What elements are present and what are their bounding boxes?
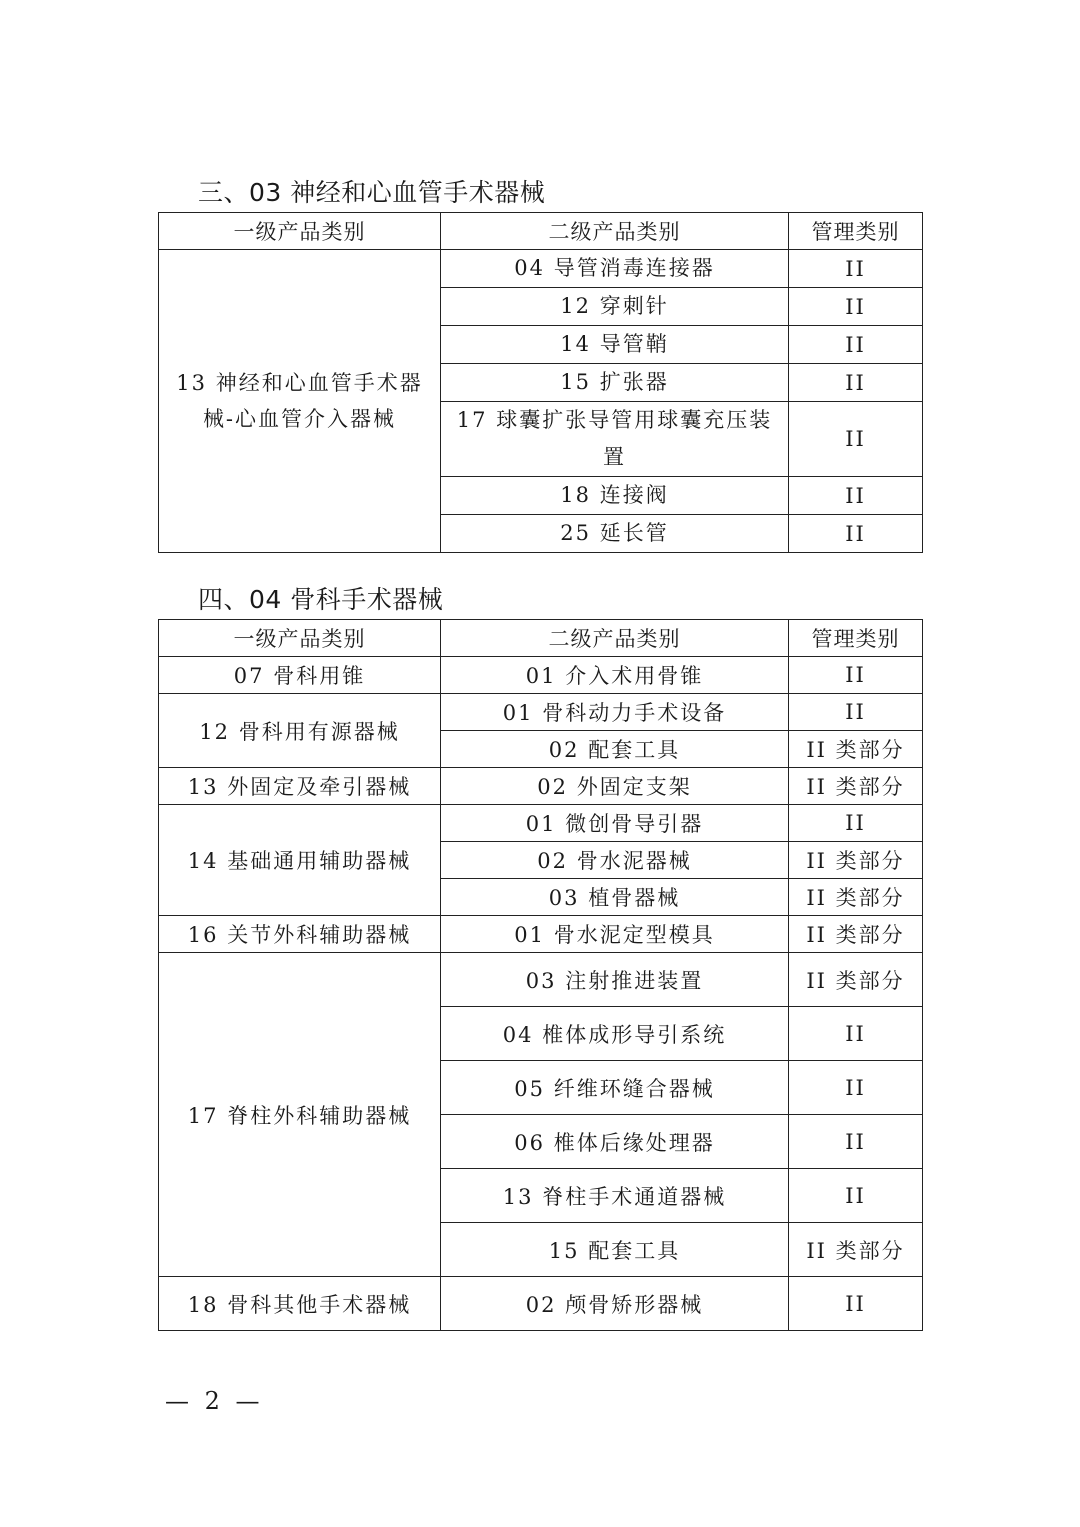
primary-category-cell: 12 骨科用有源器械 bbox=[159, 694, 441, 768]
secondary-category-cell: 01 微创骨导引器 bbox=[441, 805, 789, 842]
management-class-cell: II 类部分 bbox=[789, 916, 923, 953]
secondary-category-cell: 15 配套工具 bbox=[441, 1223, 789, 1277]
table-row bbox=[159, 250, 923, 288]
management-class-cell: II 类部分 bbox=[789, 768, 923, 805]
header-secondary-category: 二级产品类别 bbox=[441, 213, 789, 250]
header-primary-category: 一级产品类别 bbox=[159, 620, 441, 657]
section-4-title: 四、04 骨科手术器械 bbox=[198, 585, 444, 614]
management-class-cell: II bbox=[789, 805, 923, 842]
management-class-cell: II 类部分 bbox=[789, 1223, 923, 1277]
management-class-cell: II 类部分 bbox=[789, 731, 923, 768]
page-number: — 2 — bbox=[165, 1387, 264, 1415]
secondary-category-cell: 06 椎体后缘处理器 bbox=[441, 1115, 789, 1169]
management-class-cell: II bbox=[789, 657, 923, 694]
primary-category-cell: 13 神经和心血管手术器械-心血管介入器械 bbox=[159, 250, 441, 553]
management-class-cell: II bbox=[789, 250, 923, 288]
secondary-category-cell: 01 介入术用骨锥 bbox=[441, 657, 789, 694]
primary-category-cell: 07 骨科用锥 bbox=[159, 657, 441, 694]
header-secondary-category: 二级产品类别 bbox=[441, 620, 789, 657]
secondary-category-cell: 12 穿刺针 bbox=[441, 288, 789, 326]
primary-category-cell: 17 脊柱外科辅助器械 bbox=[159, 953, 441, 1277]
management-class-cell: II bbox=[789, 364, 923, 402]
management-class-cell: II 类部分 bbox=[789, 953, 923, 1007]
management-class-cell: II bbox=[789, 402, 923, 477]
header-primary-category: 一级产品类别 bbox=[159, 213, 441, 250]
secondary-category-cell: 01 骨科动力手术设备 bbox=[441, 694, 789, 731]
secondary-category-cell: 18 连接阀 bbox=[441, 477, 789, 515]
primary-category-cell: 16 关节外科辅助器械 bbox=[159, 916, 441, 953]
table-row bbox=[159, 953, 923, 1007]
secondary-category-cell: 13 脊柱手术通道器械 bbox=[441, 1169, 789, 1223]
management-class-cell: II bbox=[789, 1061, 923, 1115]
secondary-category-cell: 04 导管消毒连接器 bbox=[441, 250, 789, 288]
table-header-row bbox=[159, 620, 923, 657]
secondary-category-cell: 02 骨水泥器械 bbox=[441, 842, 789, 879]
primary-category-cell: 13 外固定及牵引器械 bbox=[159, 768, 441, 805]
management-class-cell: II bbox=[789, 694, 923, 731]
management-class-cell: II bbox=[789, 288, 923, 326]
management-class-cell: II bbox=[789, 477, 923, 515]
primary-category-cell: 18 骨科其他手术器械 bbox=[159, 1277, 441, 1331]
table-row bbox=[159, 916, 923, 953]
management-class-cell: II bbox=[789, 326, 923, 364]
section-3-title: 三、03 神经和心血管手术器械 bbox=[198, 178, 546, 207]
header-management-class: 管理类别 bbox=[789, 213, 923, 250]
management-class-cell: II 类部分 bbox=[789, 879, 923, 916]
secondary-category-cell: 15 扩张器 bbox=[441, 364, 789, 402]
secondary-category-cell: 02 外固定支架 bbox=[441, 768, 789, 805]
management-class-cell: II bbox=[789, 515, 923, 553]
management-class-cell: II bbox=[789, 1277, 923, 1331]
secondary-category-cell: 05 纤维环缝合器械 bbox=[441, 1061, 789, 1115]
secondary-category-cell: 04 椎体成形导引系统 bbox=[441, 1007, 789, 1061]
primary-category-cell: 14 基础通用辅助器械 bbox=[159, 805, 441, 916]
table-row bbox=[159, 805, 923, 842]
secondary-category-cell: 25 延长管 bbox=[441, 515, 789, 553]
table-row bbox=[159, 1277, 923, 1331]
table-row bbox=[159, 694, 923, 731]
secondary-category-cell: 17 球囊扩张导管用球囊充压装置 bbox=[441, 402, 789, 477]
neuro-cardio-table bbox=[158, 212, 923, 553]
secondary-category-cell: 03 植骨器械 bbox=[441, 879, 789, 916]
header-management-class: 管理类别 bbox=[789, 620, 923, 657]
management-class-cell: II bbox=[789, 1115, 923, 1169]
secondary-category-cell: 02 颅骨矫形器械 bbox=[441, 1277, 789, 1331]
table-row bbox=[159, 657, 923, 694]
orthopedic-table bbox=[158, 619, 923, 1331]
management-class-cell: II 类部分 bbox=[789, 842, 923, 879]
management-class-cell: II bbox=[789, 1007, 923, 1061]
secondary-category-cell: 01 骨水泥定型模具 bbox=[441, 916, 789, 953]
table-row bbox=[159, 768, 923, 805]
secondary-category-cell: 02 配套工具 bbox=[441, 731, 789, 768]
secondary-category-cell: 14 导管鞘 bbox=[441, 326, 789, 364]
table-header-row bbox=[159, 213, 923, 250]
secondary-category-cell: 03 注射推进装置 bbox=[441, 953, 789, 1007]
management-class-cell: II bbox=[789, 1169, 923, 1223]
